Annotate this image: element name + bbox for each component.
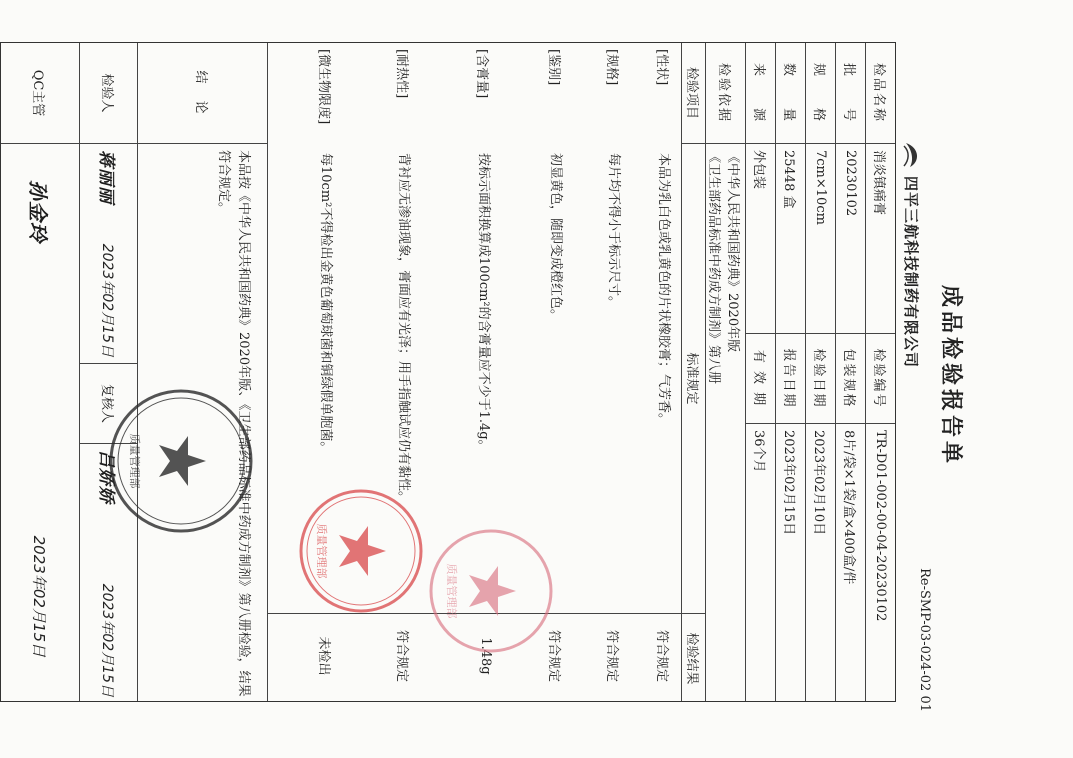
info-label: 包装规格	[836, 333, 865, 423]
stamp-sub-text: 质量管理部	[128, 433, 141, 489]
item-standard: 按标示面积换算成100cm²的含膏量应不少于1.4g。	[476, 153, 491, 453]
info-label: 数 量	[781, 62, 796, 123]
inspector-row	[79, 43, 137, 701]
conclusion-label: 结 论	[193, 70, 208, 116]
item-result: 符合规定	[546, 629, 561, 682]
info-row	[835, 43, 865, 701]
report-page	[0, 36, 996, 716]
header-item: 检验项目	[684, 66, 699, 119]
reviewer-date: 2023年02月15日	[99, 583, 116, 697]
info-row	[775, 43, 805, 701]
item-name: [鉴别]	[546, 49, 561, 86]
inspector-sign-cell	[80, 143, 137, 363]
item-standard: 每10cm²不得检出金黄色葡萄球菌和铜绿假单胞菌。	[318, 153, 333, 455]
info-label: 有 效 期	[746, 333, 775, 423]
item-result: 符合规定	[654, 629, 669, 682]
qc-label: QC主管	[30, 69, 46, 117]
reviewer-signature: 吕娇娇	[96, 450, 116, 504]
info-value: 36个月	[746, 423, 775, 703]
info-value: 7cm×10cm	[806, 143, 835, 333]
item-result: 1.48g	[478, 637, 493, 675]
info-value: 2023年02月10日	[806, 423, 835, 703]
item-standard: 本品为乳白色或乳黄色的片状橡胶膏；气芳香。	[656, 153, 671, 427]
info-label: 来 源	[751, 62, 766, 123]
item-name: [耐热性]	[394, 49, 409, 99]
header-standard: 标准规定	[682, 143, 705, 613]
info-label: 批 号	[841, 62, 856, 123]
info-value: TR-D01-002-00-04-20230102	[866, 423, 895, 703]
info-value: 25448 盒	[776, 143, 805, 333]
info-value: 消炎镇痛膏	[866, 143, 895, 333]
stamp-pink	[426, 526, 556, 656]
qc-date: 2023年02月15日	[30, 535, 49, 657]
basis-label: 检验依据	[716, 62, 731, 123]
info-value: 外包装	[746, 143, 775, 333]
item-name: [性状]	[654, 49, 669, 86]
info-label: 规 格	[811, 62, 826, 123]
basis-line-1: 《中华人民共和国药典》2020年版	[725, 150, 741, 353]
inspector-label: 检验人	[99, 73, 114, 113]
info-value: 8片/袋×1袋/盒×400盒/件	[836, 423, 865, 703]
basis-row	[705, 43, 745, 701]
info-row	[865, 43, 895, 701]
basis-line-2: 《卫生部药品标准中药成方制剂》第八册	[706, 150, 722, 385]
report-title: 成品检验报告单	[938, 284, 964, 467]
inspector-signature: 蒋丽丽	[96, 150, 116, 204]
info-row	[745, 43, 775, 701]
item-name: [含膏量]	[474, 49, 489, 99]
info-label: 报告日期	[776, 333, 805, 423]
item-result: 未检出	[316, 636, 331, 676]
info-row	[805, 43, 835, 701]
item-name: [规格]	[604, 49, 619, 86]
qc-signature: 孙金玲	[26, 180, 51, 243]
stamp-sub-text: 质量管理部	[445, 563, 458, 619]
item-result: 符合规定	[604, 629, 619, 682]
inspector-date: 2023年02月15日	[99, 243, 116, 357]
header-result: 检验结果	[682, 613, 705, 703]
stamp-company-black	[106, 386, 256, 536]
item-standard: 每片均不得小于标示尺寸。	[606, 153, 621, 310]
stamp-quality-dept-red	[296, 486, 426, 616]
item-standard: 背衬应无渗油现象，膏面应有光泽；用手指触试应仍有黏性。	[396, 153, 411, 505]
document-number: Re-SMP-03-024-02 01	[917, 568, 932, 712]
info-label: 检品名称	[871, 62, 886, 123]
company-logo-icon	[900, 140, 924, 170]
qc-row	[1, 43, 79, 701]
item-result: 符合规定	[394, 629, 409, 682]
info-value: 20230102	[836, 143, 865, 333]
conclusion-text: 本品按《中华人民共和国药典》2020年版、《卫生部药品标准中药成方制剂》第八册检验，结果符合规定。	[138, 143, 267, 703]
item-name: [微生物限度]	[316, 49, 331, 125]
company-name: 四平三航科技制药有限公司	[902, 176, 920, 369]
info-label: 检验日期	[806, 333, 835, 423]
info-label: 检验编号	[866, 333, 895, 423]
item-standard: 初显黄色，随即变成橙红色。	[548, 153, 563, 323]
reviewer-label: 复核人	[80, 363, 137, 443]
table-header-row	[681, 43, 705, 701]
info-value: 2023年02月15日	[776, 423, 805, 703]
qc-sign-cell	[1, 143, 79, 703]
conclusion-row	[137, 43, 267, 701]
stamp-sub-text: 质量管理部	[315, 523, 328, 579]
basis-value	[706, 143, 745, 703]
